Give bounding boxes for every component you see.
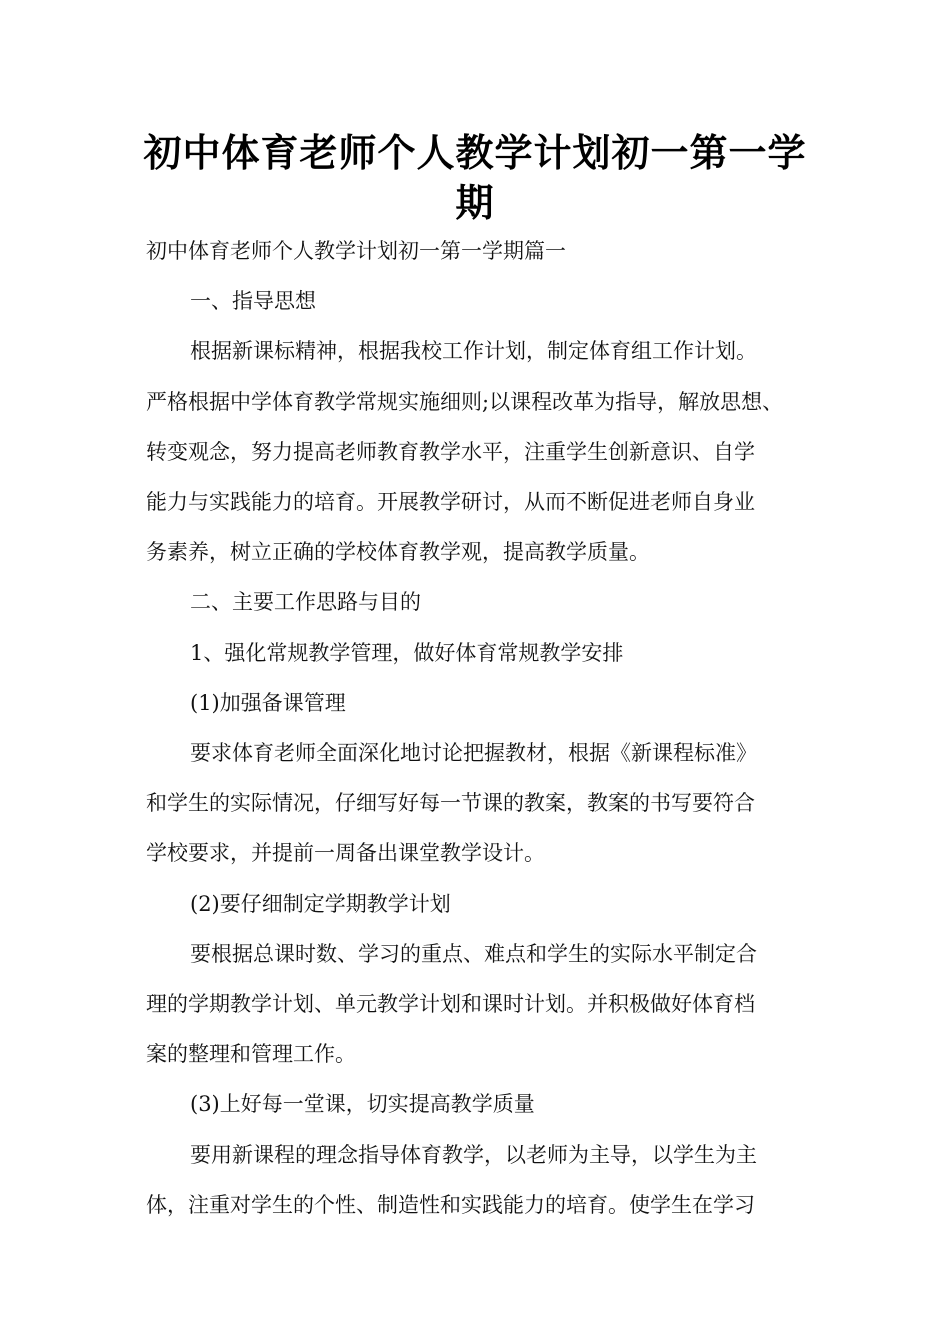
- paragraph-line: 根据新课标精神，根据我校工作计划，制定体育组工作计划。: [190, 339, 757, 364]
- paragraph-line: 要根据总课时数、学习的重点、难点和学生的实际水平制定合: [190, 941, 757, 966]
- section-heading: 二、主要工作思路与目的: [190, 590, 421, 615]
- paragraph-line: 务素养，树立正确的学校体育教学观，提高教学质量。: [146, 540, 650, 565]
- paragraph-line: 学校要求，并提前一周备出课堂教学设计。: [146, 841, 545, 866]
- paragraph-line: 严格根据中学体育教学常规实施细则;以课程改革为指导，解放思想、: [146, 389, 784, 414]
- paragraph-line: 和学生的实际情况，仔细写好每一节课的教案，教案的书写要符合: [146, 791, 755, 816]
- subsection-heading: 1、强化常规教学管理，做好体育常规教学安排: [190, 640, 624, 665]
- paragraph-line: 要求体育老师全面深化地讨论把握教材，根据《新课程标准》: [190, 741, 757, 766]
- title-line-1: 初中体育老师个人教学计划初一第一学: [143, 131, 807, 175]
- item-heading: (1)加强备课管理: [190, 690, 346, 715]
- subtitle-line: 初中体育老师个人教学计划初一第一学期篇一: [146, 239, 566, 263]
- document-title: [120, 128, 830, 228]
- paragraph-line: 案的整理和管理工作。: [146, 1042, 356, 1067]
- paragraph-line: 要用新课程的理念指导体育教学，以老师为主导，以学生为主: [190, 1142, 757, 1167]
- document-body: [146, 226, 816, 1230]
- section-heading: 一、指导思想: [190, 289, 316, 314]
- title-line-2: 期: [455, 181, 495, 225]
- paragraph-line: 体，注重对学生的个性、制造性和实践能力的培育。使学生在学习: [146, 1192, 755, 1217]
- paragraph-line: 转变观念，努力提高老师教育教学水平，注重学生创新意识、自学: [146, 439, 755, 464]
- item-heading: (3)上好每一堂课，切实提高教学质量: [190, 1092, 535, 1117]
- paragraph-line: 理的学期教学计划、单元教学计划和课时计划。并积极做好体育档: [146, 992, 755, 1017]
- paragraph-line: 能力与实践能力的培育。开展教学研讨，从而不断促进老师自身业: [146, 490, 755, 515]
- item-heading: (2)要仔细制定学期教学计划: [190, 891, 451, 916]
